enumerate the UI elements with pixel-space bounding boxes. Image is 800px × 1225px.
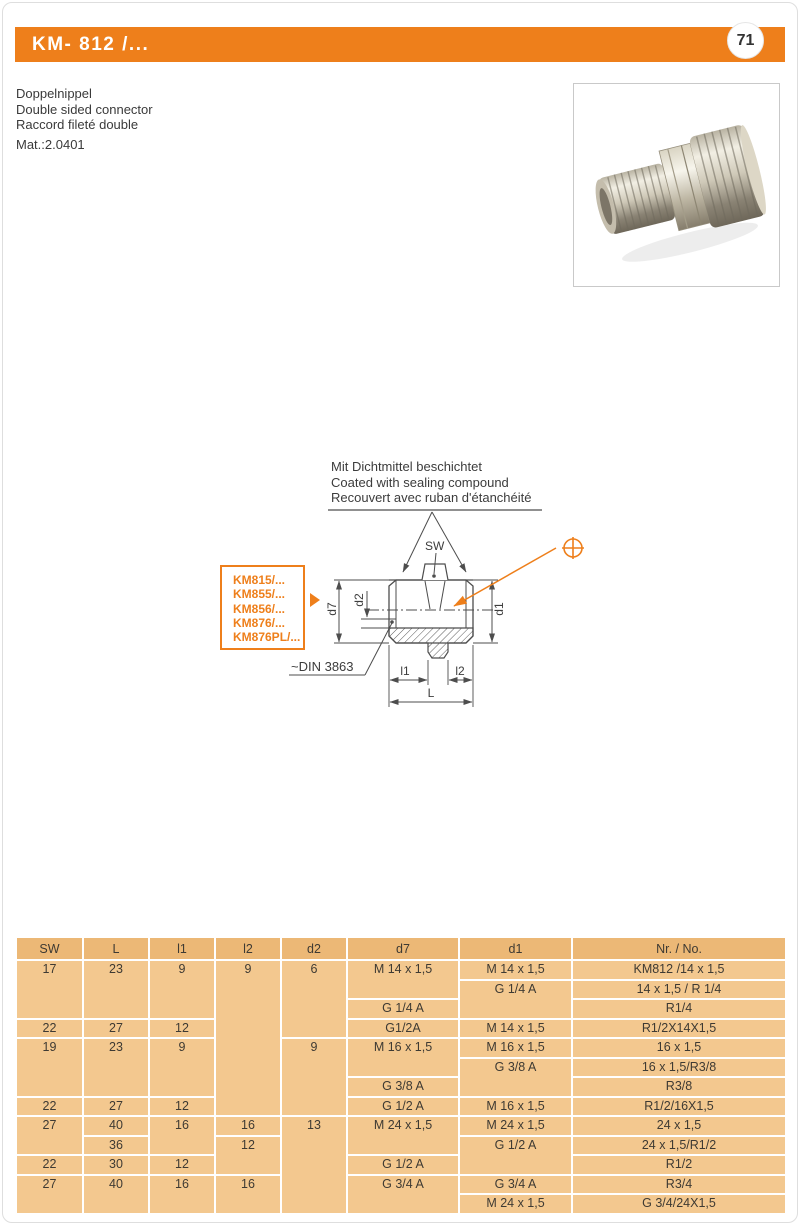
table-cell: 16 [150, 1176, 214, 1213]
spec-table-body [17, 961, 785, 1213]
coating-note-en: Coated with sealing compound [331, 474, 509, 490]
column-header: l1 [150, 938, 214, 959]
product-name-fr: Raccord fileté double [16, 117, 139, 132]
table-cell: 13 [282, 1117, 346, 1213]
table-cell: KM812 /14 x 1,5 [573, 961, 785, 979]
table-cell: M 14 x 1,5 [348, 961, 458, 998]
table-cell: G1/2A [348, 1020, 458, 1038]
table-cell: 9 [150, 1039, 214, 1096]
table-cell: 40 [84, 1117, 148, 1135]
table-cell: 12 [150, 1098, 214, 1116]
table-cell: G 1/4 A [348, 1000, 458, 1018]
table-row [17, 1039, 785, 1057]
table-header-row [17, 938, 785, 959]
page-title: KM- 812 /... [32, 33, 150, 55]
table-cell: R1/2 [573, 1156, 785, 1174]
table-cell: 27 [17, 1117, 82, 1154]
dim-label-sw: SW [425, 539, 445, 553]
table-cell: 23 [84, 961, 148, 1018]
table-cell: 9 [216, 961, 280, 1115]
table-cell: G 3/8 A [348, 1078, 458, 1096]
table-cell: R1/4 [573, 1000, 785, 1018]
coating-note-de: Mit Dichtmittel beschichtet [331, 459, 482, 474]
dim-label-d7: d7 [325, 602, 339, 616]
table-row [17, 1098, 785, 1116]
table-cell: 22 [17, 1156, 82, 1174]
spec-table-head [17, 938, 785, 959]
cross-section-hatch [389, 628, 473, 658]
related-model-item: KM855/... [233, 587, 286, 602]
column-header: SW [17, 938, 82, 959]
table-cell: 16 [150, 1117, 214, 1154]
table-cell: 16 x 1,5/R3/8 [573, 1059, 785, 1077]
table-cell: 16 x 1,5 [573, 1039, 785, 1057]
dim-label-d2: d2 [352, 593, 366, 607]
column-header: L [84, 938, 148, 959]
related-model-item: KM856/... [233, 601, 286, 616]
page-number: 71 [736, 31, 755, 49]
table-cell: 12 [150, 1156, 214, 1174]
table-row [17, 1156, 785, 1174]
column-header: d1 [460, 938, 571, 959]
spec-table [15, 936, 787, 1215]
table-cell: R1/2/16X1,5 [573, 1098, 785, 1116]
table-cell: 22 [17, 1020, 82, 1038]
table-cell: 9 [150, 961, 214, 1018]
column-header: d7 [348, 938, 458, 959]
table-cell: 24 x 1,5 [573, 1117, 785, 1135]
table-cell: G 3/4/24X1,5 [573, 1195, 785, 1213]
table-cell: G 1/2 A [348, 1156, 458, 1174]
table-cell: 17 [17, 961, 82, 1018]
dim-label-l2: l2 [455, 664, 465, 678]
table-row [17, 1176, 785, 1194]
product-photo [573, 83, 780, 287]
product-photo-illustration [574, 84, 779, 286]
table-cell: 36 [84, 1137, 148, 1155]
column-header: l2 [216, 938, 280, 959]
table-cell: G 1/2 A [348, 1098, 458, 1116]
arrow-right-icon [310, 593, 320, 607]
table-row [17, 961, 785, 979]
table-cell: M 24 x 1,5 [348, 1117, 458, 1154]
table-cell: 12 [216, 1137, 280, 1174]
related-models-box [220, 565, 305, 650]
coating-pointer-line [454, 548, 556, 606]
table-cell: M 16 x 1,5 [460, 1039, 571, 1057]
table-cell: 19 [17, 1039, 82, 1096]
header-bar [15, 27, 785, 62]
position-crosshair-icon [562, 537, 584, 559]
related-model-item: KM876/... [233, 615, 286, 630]
page-number-badge [727, 22, 764, 59]
material-spec: Mat.:2.0401 [16, 137, 85, 152]
table-cell: 27 [84, 1020, 148, 1038]
table-cell: G 3/4 A [348, 1176, 458, 1213]
table-cell: R3/4 [573, 1176, 785, 1194]
table-cell: 16 [216, 1117, 280, 1135]
table-cell: R3/8 [573, 1078, 785, 1096]
table-cell: 23 [84, 1039, 148, 1096]
table-cell: G 3/4 A [460, 1176, 571, 1194]
din-note: ~DIN 3863 [291, 659, 354, 674]
table-cell: 12 [150, 1020, 214, 1038]
table-cell: 24 x 1,5/R1/2 [573, 1137, 785, 1155]
table-cell: 9 [282, 1039, 346, 1115]
table-cell: R1/2X14X1,5 [573, 1020, 785, 1038]
table-cell: 27 [84, 1098, 148, 1116]
table-cell: M 24 x 1,5 [460, 1117, 571, 1135]
table-cell: 40 [84, 1176, 148, 1213]
coating-note-fr: Recouvert avec ruban d'étanchéité [331, 490, 532, 506]
table-row [17, 1020, 785, 1038]
dim-label-L: L [427, 686, 435, 700]
table-cell: M 24 x 1,5 [460, 1195, 571, 1213]
table-cell: 27 [17, 1176, 82, 1213]
table-cell: 6 [282, 961, 346, 1037]
product-name-de: Doppelnippel [16, 86, 92, 101]
column-header: d2 [282, 938, 346, 959]
related-model-item: KM815/... [233, 573, 286, 587]
column-header: Nr. / No. [573, 938, 785, 959]
dim-label-d1: d1 [492, 602, 506, 616]
dim-label-l1: l1 [400, 664, 410, 678]
table-cell: M 16 x 1,5 [460, 1098, 571, 1116]
table-cell: 22 [17, 1098, 82, 1116]
table-cell: 30 [84, 1156, 148, 1174]
table-cell: M 14 x 1,5 [460, 1020, 571, 1038]
related-model-item: KM876PL/... [233, 630, 301, 645]
table-cell: 16 [216, 1176, 280, 1213]
table-cell: M 14 x 1,5 [460, 961, 571, 979]
table-row [17, 1117, 785, 1135]
table-cell: G 1/4 A [460, 981, 571, 1018]
table-cell: G 3/8 A [460, 1059, 571, 1096]
product-name-en: Double sided connector [16, 101, 153, 117]
table-cell: 14 x 1,5 / R 1/4 [573, 981, 785, 999]
table-cell: M 16 x 1,5 [348, 1039, 458, 1076]
table-cell: G 1/2 A [460, 1137, 571, 1174]
product-description [16, 86, 153, 133]
